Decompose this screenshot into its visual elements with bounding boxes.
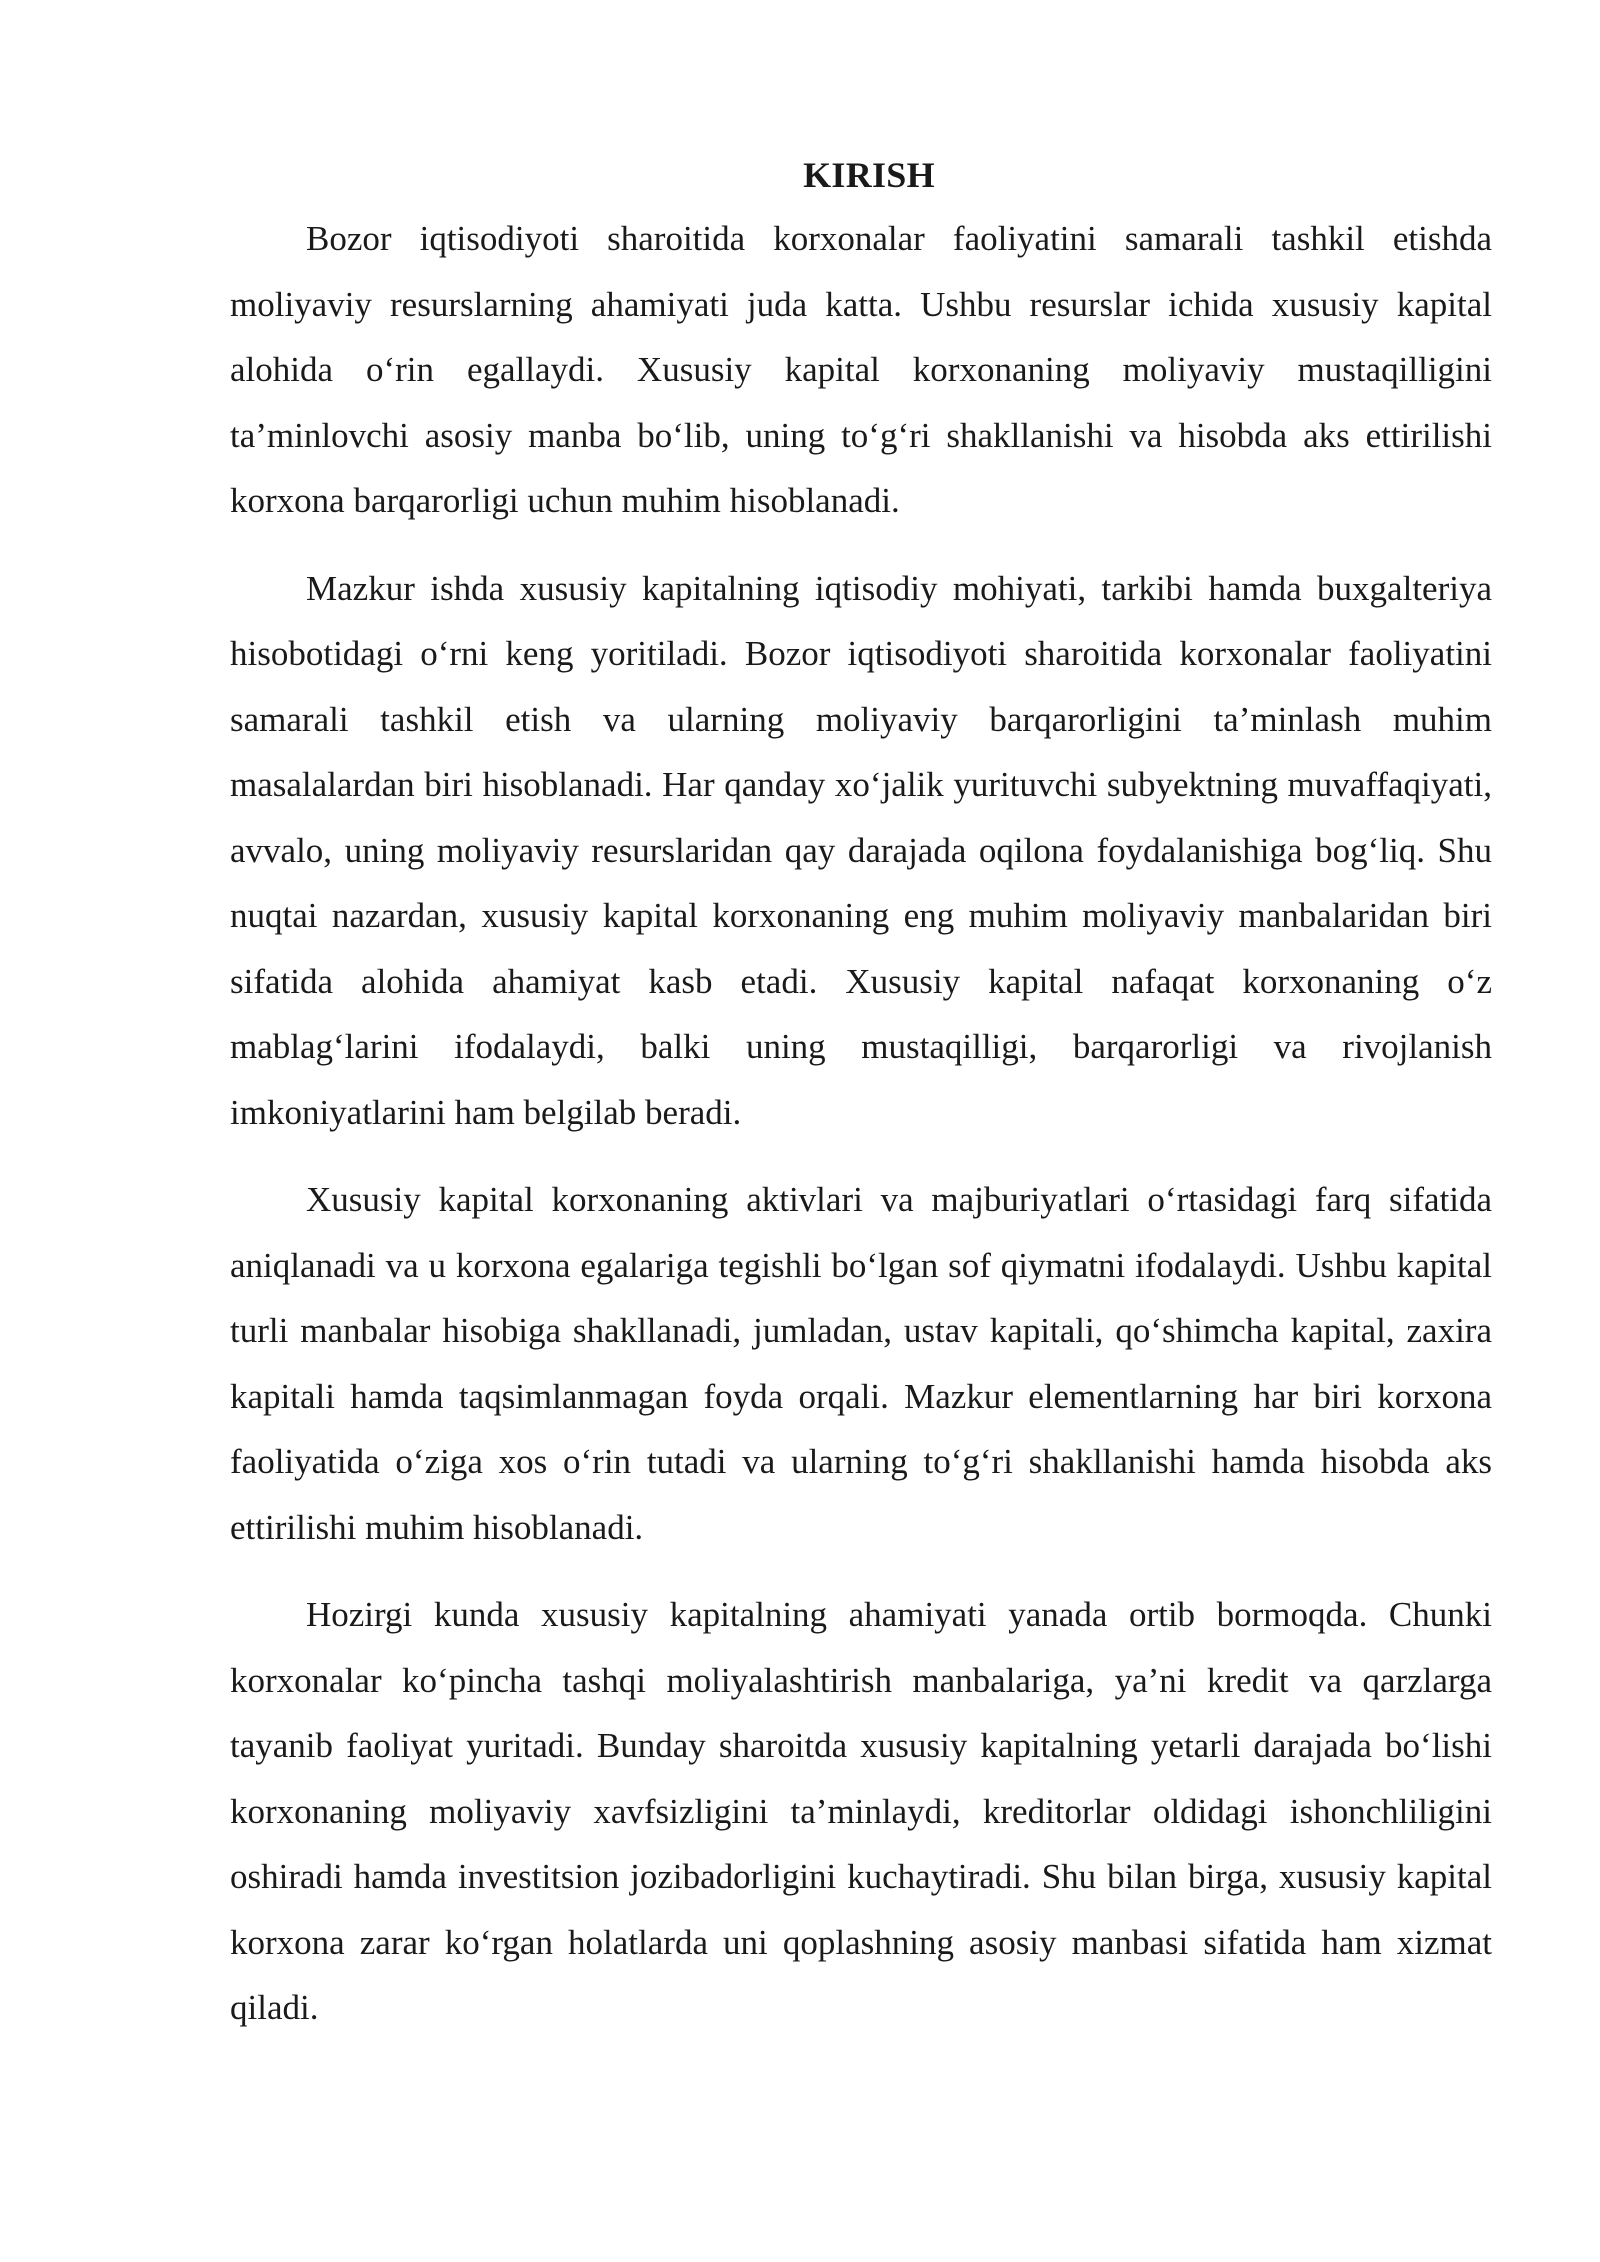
paragraph-4: Hozirgi kunda xususiy kapitalning ahamiyati yanada ortib bormoqda. Chunki korxonalar ko‘pincha tashqi moliyalashtirish manbalariga, ya’ni kredit va qarzlarga tayanib faoliyat yuritadi. Bunday sharoitda xususiy kapitalning yetarli darajada bo‘lishi korxonaning moliyaviy xavfsizligini ta’minlaydi, kreditorlar oldidagi ishonchliligini oshiradi hamda investitsion jozibadorligini kuchaytiradi. Shu bilan birga, xususiy kapital korxona zarar ko‘rgan holatlarda uni qoplashning asosiy manbasi sifatida ham xizmat qiladi.: [230, 1595, 1492, 2027]
document-body: [230, 150, 1492, 2063]
paragraph-1: Bozor iqtisodiyoti sharoitida korxonalar faoliyatini samarali tashkil etishda moliyaviy resurslarning ahamiyati juda katta. Ushbu resurslar ichida xususiy kapital alohida o‘rin egallaydi. Xususiy kapital korxonaning moliyaviy mustaqilligini ta’minlovchi asosiy manba bo‘lib, uning to‘g‘ri shakllanishi va hisobda aks ettirilishi korxona barqarorligi uchun muhim hisoblanadi.: [230, 219, 1492, 520]
paragraph-2: Mazkur ishda xususiy kapitalning iqtisodiy mohiyati, tarkibi hamda buxgalteriya hisobotidagi o‘rni keng yoritiladi. Bozor iqtisodiyoti sharoitida korxonalar faoliyatini samarali tashkil etish va ularning moliyaviy barqarorligini ta’minlash muhim masalalardan biri hisoblanadi. Har qanday xo‘jalik yurituvchi subyektning muvaffaqiyati, avvalo, uning moliyaviy resurslaridan qay darajada oqilona foydalanishiga bog‘liq. Shu nuqtai nazardan, xususiy kapital korxonaning eng muhim moliyaviy manbalaridan biri sifatida alohida ahamiyat kasb etadi. Xususiy kapital nafaqat korxonaning o‘z mablag‘larini ifodalaydi, balki uning mustaqilligi, barqarorligi va rivojlanish imkoniyatlarini ham belgilab beradi.: [230, 568, 1492, 1132]
page-title: KIRISH: [803, 155, 935, 195]
paragraph-3: Xususiy kapital korxonaning aktivlari va majburiyatlari o‘rtasidagi farq sifatida aniqlanadi va u korxona egalariga tegishli bo‘lgan sof qiymatni ifodalaydi. Ushbu kapital turli manbalar hisobiga shakllanadi, jumladan, ustav kapitali, qo‘shimcha kapital, zaxira kapitali hamda taqsimlanmagan foyda orqali. Mazkur elementlarning har biri korxona faoliyatida o‘ziga xos o‘rin tutadi va ularning to‘g‘ri shakllanishi hamda hisobda aks ettirilishi muhim hisoblanadi.: [230, 1180, 1492, 1547]
